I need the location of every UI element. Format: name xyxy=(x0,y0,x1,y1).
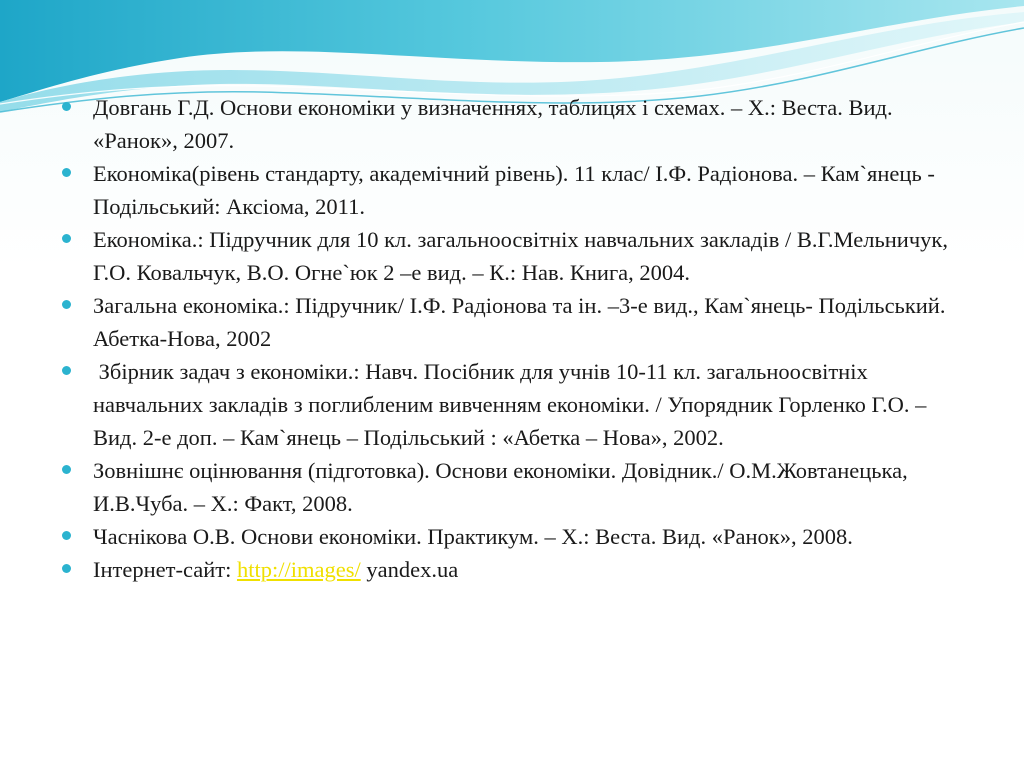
list-item xyxy=(60,289,975,355)
bullet-dot-icon xyxy=(62,168,71,177)
list-item-internet xyxy=(60,553,975,586)
bullet-dot-icon xyxy=(62,102,71,111)
reference-text: Часнікова О.В. Основи економіки. Практикум. – Х.: Веста. Вид. «Ранок», 2008. xyxy=(93,524,853,549)
reference-text: Зовнішнє оцінювання (підготовка). Основи економіки. Довідник./ О.М.Жовтанецька, И.В.Чуба. – Х.: Факт, 2008. xyxy=(93,458,908,516)
bullet-dot-icon xyxy=(62,564,71,573)
bullet-dot-icon xyxy=(62,234,71,243)
reference-text: Загальна економіка.: Підручник/ І.Ф. Радіонова та ін. –3-е вид., Кам`янець- Подільський. Абетка-Нова, 2002 xyxy=(93,293,946,351)
internet-suffix: yandex.ua xyxy=(360,557,459,582)
bullet-dot-icon xyxy=(62,300,71,309)
references-list xyxy=(60,91,975,586)
list-item xyxy=(60,355,975,454)
website-link[interactable]: http://images/ xyxy=(236,557,361,582)
list-item xyxy=(60,91,975,157)
list-item xyxy=(60,157,975,223)
bullet-dot-icon xyxy=(62,465,71,474)
references-section xyxy=(60,91,975,586)
reference-text: Економіка(рівень стандарту, академічний рівень). 11 клас/ І.Ф. Радіонова. – Кам`янець - Подільський: Аксіома, 2011. xyxy=(93,161,935,219)
reference-text: Збірник задач з економіки.: Навч. Посібник для учнів 10-11 кл. загальноосвітніх навчальних закладів з поглибленим вивченням економіки. / Упорядник Горленко Г.О. – Вид. 2-е доп. – Кам`янець – Подільський : «Абетка – Нова», 2002. xyxy=(93,359,932,450)
list-item xyxy=(60,223,975,289)
internet-prefix: Інтернет-сайт: xyxy=(93,557,237,582)
reference-text: Довгань Г.Д. Основи економіки у визначеннях, таблицях і схемах. – Х.: Веста. Вид. «Ранок», 2007. xyxy=(93,95,893,153)
list-item xyxy=(60,454,975,520)
bullet-dot-icon xyxy=(62,366,71,375)
bullet-dot-icon xyxy=(62,531,71,540)
list-item xyxy=(60,520,975,553)
reference-text: Економіка.: Підручник для 10 кл. загальноосвітніх навчальних закладів / В.Г.Мельничук, Г.О. Ковальчук, В.О. Огне`юк 2 –е вид. – К.: Нав. Книга, 2004. xyxy=(93,227,948,285)
